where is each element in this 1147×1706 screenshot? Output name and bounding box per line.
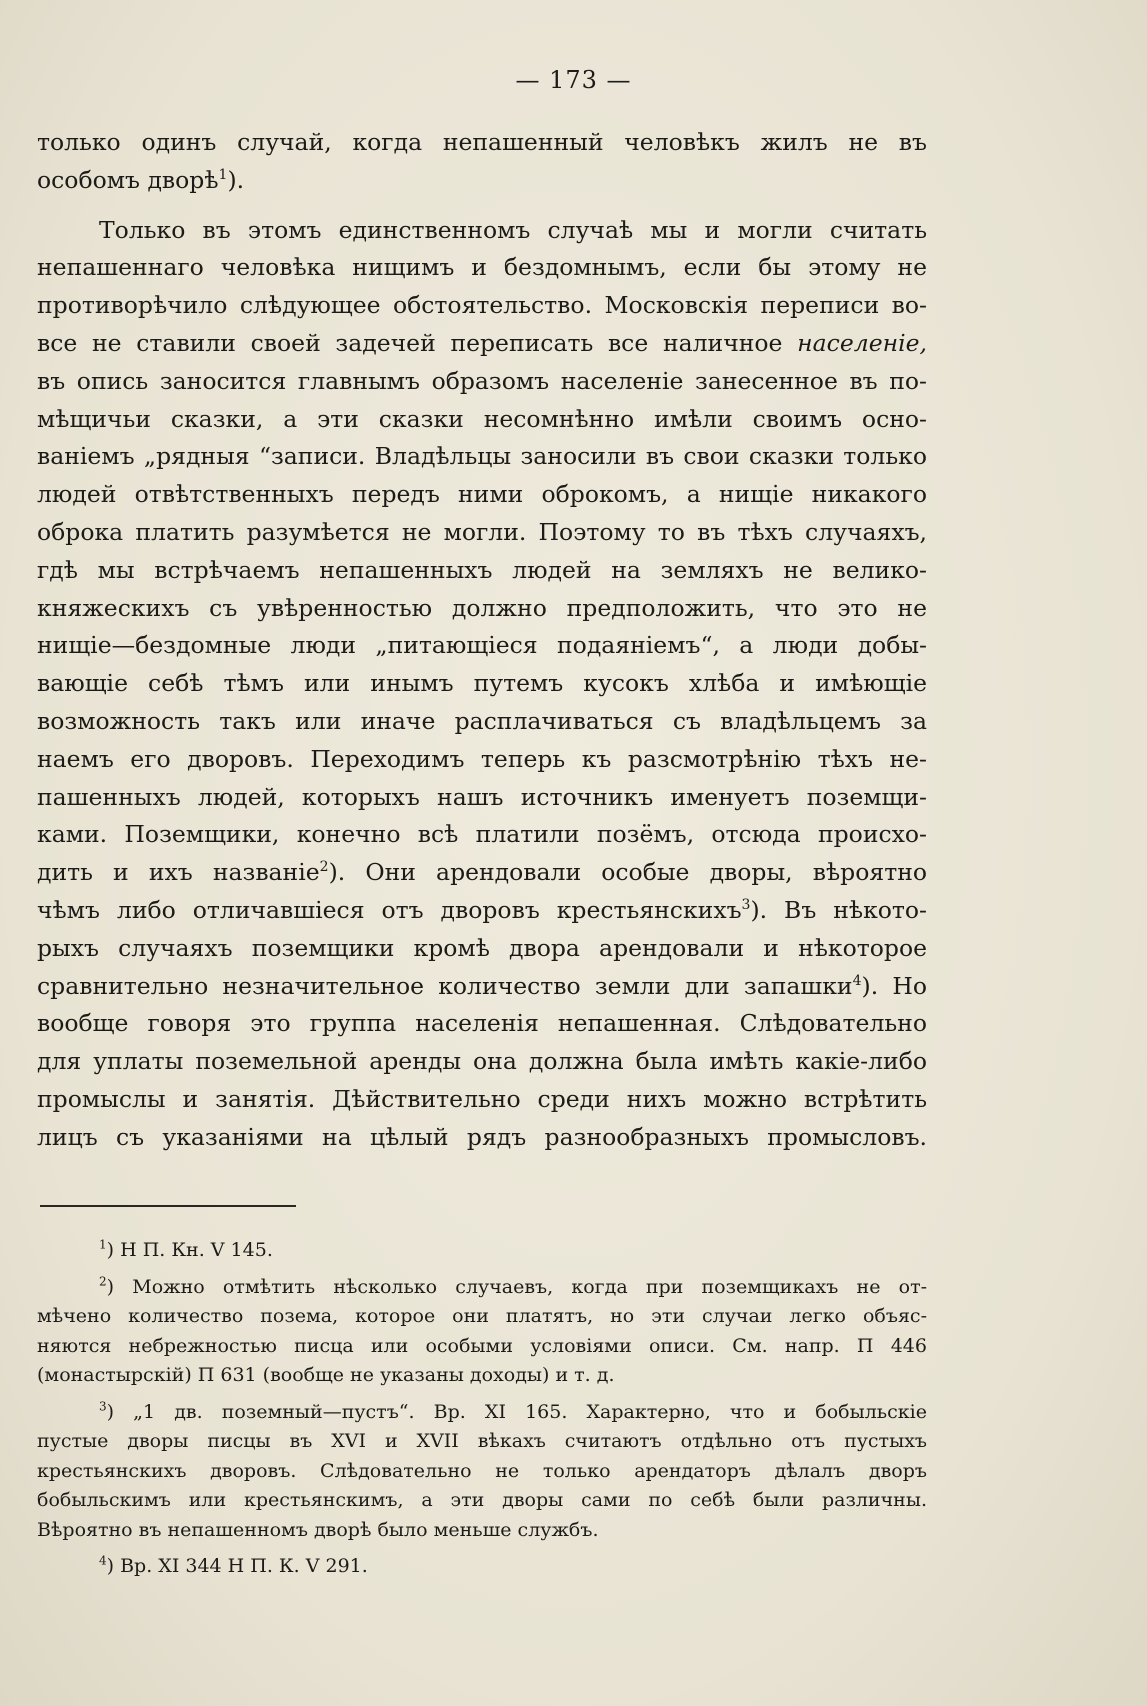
text-line: мѣщичьи сказки, а эти сказки несомнѣнно имѣли своимъ осно-	[37, 404, 927, 433]
text-line	[37, 968, 927, 1006]
text-line: оброка платить разумѣется не могли. Поэтому то въ тѣхъ случаяхъ,	[37, 517, 927, 546]
footnote-line	[37, 1398, 927, 1428]
text-fragment: сравнительно незначительное количество земли дли запашки	[37, 971, 853, 1000]
text-line: ками. Поземщики, конечно всѣ платили позёмъ, отсюда происхо-	[37, 820, 927, 849]
paragraph-gap	[37, 200, 927, 212]
text-line: только одинъ случай, когда непашенный человѣкъ жилъ не въ	[37, 128, 927, 156]
footnote-line	[37, 1552, 927, 1582]
footnote-line: (монастырскій) П 631 (вообще не указаны доходы) и т. д.	[37, 1364, 615, 1386]
text-line: въ опись заносится главнымъ образомъ населеніе занесенное въ по-	[37, 366, 927, 395]
text-fragment: чѣмъ либо отличавшіеся отъ дворовъ крестьянскихъ	[37, 895, 742, 924]
text-line: рыхъ случаяхъ поземщики кромѣ двора арендовали и нѣкоторое	[37, 933, 927, 962]
text-fragment: дить и ихъ названіе	[37, 858, 320, 887]
text-line: наемъ его дворовъ. Переходимъ теперь къ разсмотрѣнію тѣхъ не-	[37, 744, 927, 773]
text-fragment: ) Вр. XI 344 Н П. К. V 291.	[106, 1555, 368, 1577]
footnote-ref: 4	[852, 972, 862, 989]
footnotes	[37, 1236, 927, 1582]
footnote-ref: 1	[218, 166, 228, 183]
text-fragment: ) Н П. Кн. V 145.	[106, 1239, 273, 1261]
text-fragment: особомъ дворѣ	[37, 165, 219, 194]
italic-word: населеніе,	[797, 328, 927, 357]
footnote-mark: 2	[99, 1274, 107, 1289]
text-line: лицъ съ указаніями на цѣлый рядъ разнообразныхъ промысловъ.	[37, 1122, 927, 1151]
page-number: — 173 —	[515, 66, 632, 94]
text-line: непашеннаго человѣка нищимъ и бездомнымъ, если бы этому не	[37, 253, 927, 282]
footnote-ref: 2	[319, 859, 329, 876]
text-fragment: ) Можно отмѣтить нѣсколько случаевъ, когда при поземщикахъ не от-	[106, 1275, 927, 1298]
text-fragment: ). Но	[861, 971, 928, 1000]
text-line: противорѣчило слѣдующее обстоятельство. Московскія переписи во-	[37, 291, 927, 320]
text-fragment: ).	[227, 165, 245, 194]
footnote-line: няются небрежностью писца или особыми условіями описи. См. напр. П 446	[37, 1334, 927, 1357]
text-line: Только въ этомъ единственномъ случаѣ мы и могли считать	[99, 215, 927, 244]
text-line: вающіе себѣ тѣмъ или инымъ путемъ кусокъ хлѣба и имѣющіе	[37, 669, 927, 698]
footnote-separator	[40, 1205, 296, 1207]
text-fragment: ) „1 дв. поземный—пустъ“. Вр. XI 165. Характерно, что и бобыльскіе	[106, 1400, 927, 1423]
footnote-gap	[37, 1545, 927, 1552]
text-line: княжескихъ съ увѣренностью должно предположить, что это не	[37, 593, 927, 622]
text-line: гдѣ мы встрѣчаемъ непашенныхъ людей на земляхъ не велико-	[37, 555, 927, 584]
footnote-line: бобыльскимъ или крестьянскимъ, а эти дворы сами по себѣ были различны.	[37, 1489, 927, 1511]
footnote-mark: 1	[99, 1237, 107, 1252]
footnote-line: крестьянскихъ дворовъ. Слѣдовательно не только арендаторъ дѣлалъ дворъ	[37, 1459, 927, 1482]
footnote-ref: 3	[741, 897, 751, 914]
footnote-line: мѣчено количество позема, которое они платятъ, но эти случаи легко объяс-	[37, 1305, 927, 1327]
footnote-line: пустые дворы писцы въ XVI и XVII вѣкахъ считаютъ отдѣльно отъ пустыхъ	[37, 1430, 927, 1452]
text-line: ваніемъ „рядныя “записи. Владѣльцы заносили въ свои сказки только	[37, 442, 927, 471]
footnote-line	[37, 1236, 927, 1266]
text-line: людей отвѣтственныхъ передъ ними оброкомъ, а нищіе никакого	[37, 480, 927, 509]
main-text	[37, 124, 927, 1157]
text-fragment: все не ставили своей задечей переписать все наличное	[37, 328, 783, 357]
text-fragment: ). Они арендовали особые дворы, вѣроятно	[328, 858, 928, 887]
text-fragment: ). Въ нѣкото-	[750, 895, 927, 924]
text-line	[37, 892, 927, 930]
text-line: вообще говоря это группа населенія непашенная. Слѣдовательно	[37, 1009, 927, 1038]
footnote-gap	[37, 1391, 927, 1398]
text-line	[37, 854, 927, 892]
text-line	[37, 325, 927, 363]
footnote-line: Вѣроятно въ непашенномъ дворѣ было меньше службъ.	[37, 1518, 599, 1541]
text-line	[37, 162, 927, 200]
text-line: для уплаты поземельной аренды она должна была имѣть какіе-либо	[37, 1047, 927, 1076]
footnote-line	[37, 1273, 927, 1303]
text-line: нищіе—бездомные люди „питающіеся подаяніемъ“, а люди добы-	[37, 631, 927, 660]
text-line: промыслы и занятія. Дѣйствительно среди нихъ можно встрѣтить	[37, 1084, 927, 1113]
footnote-mark: 4	[99, 1553, 107, 1568]
text-line: возможность такъ или иначе расплачиваться съ владѣльцемъ за	[37, 706, 927, 735]
footnote-gap	[37, 1266, 927, 1273]
footnote-mark: 3	[99, 1399, 107, 1414]
text-line: пашенныхъ людей, которыхъ нашъ источникъ именуетъ поземщи-	[37, 782, 927, 811]
